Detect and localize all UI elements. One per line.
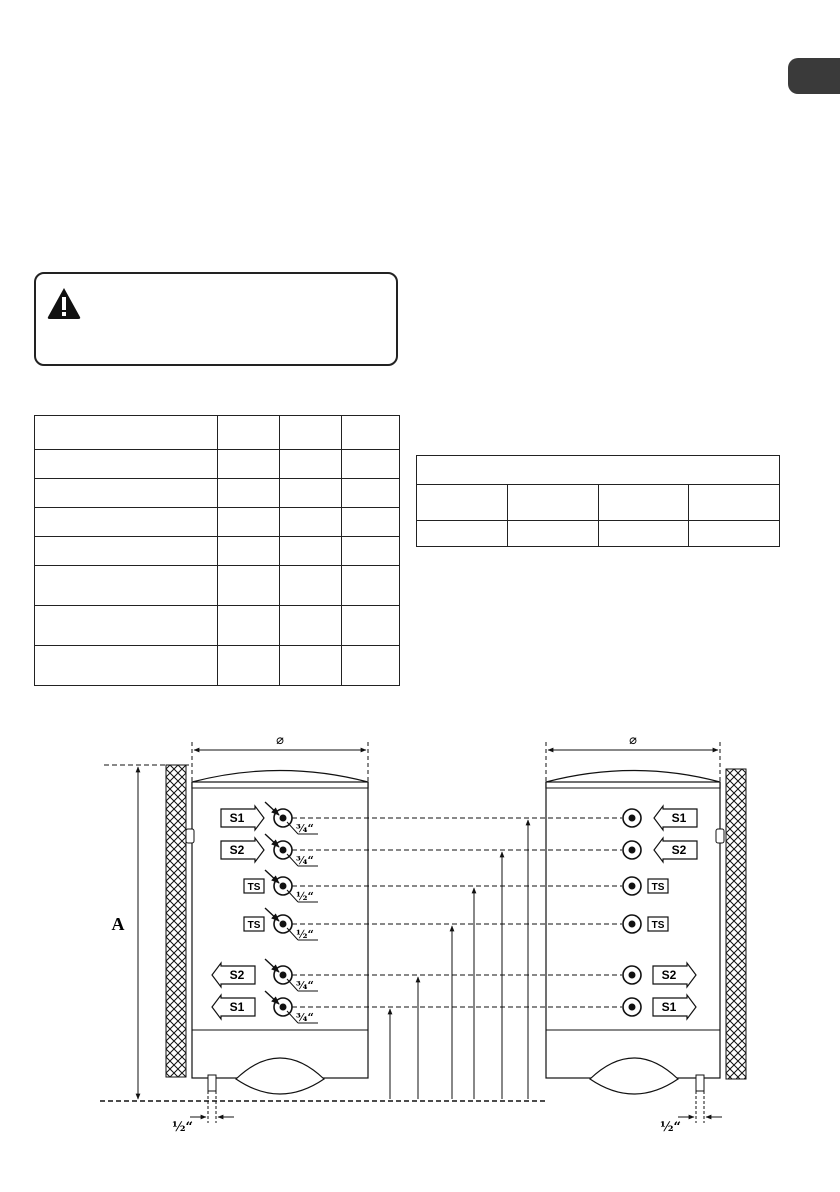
connection-label: S1 — [229, 1000, 245, 1014]
table-cell — [280, 508, 342, 537]
drain-size-right: ½“ — [660, 1120, 682, 1135]
right-connection-port-1 — [623, 809, 641, 827]
connection-label: S1 — [671, 811, 687, 825]
table-cell — [417, 485, 508, 521]
right-connection-port-3 — [623, 877, 641, 895]
table-cell — [35, 416, 218, 450]
table-cell — [35, 450, 218, 479]
right-connection-port-5 — [623, 966, 641, 984]
right-connection-port-6 — [623, 998, 641, 1016]
table-cell — [218, 479, 280, 508]
right-connection-port-4 — [623, 915, 641, 933]
left-connection-label-3 — [244, 879, 264, 893]
table-cell — [689, 521, 780, 547]
wall-left — [166, 765, 186, 1077]
warning-box — [34, 272, 398, 366]
table-cell — [342, 479, 400, 508]
connection-size: ¾“ — [296, 822, 314, 835]
table-cell — [280, 479, 342, 508]
right-connection-label-5 — [653, 963, 696, 987]
table-cell — [218, 606, 280, 646]
connection-size: ½“ — [296, 928, 314, 941]
height-label-a: A — [111, 914, 125, 934]
table-cell — [417, 521, 508, 547]
table-cell — [342, 508, 400, 537]
connection-size: ¾“ — [296, 1011, 314, 1024]
table-cell — [280, 606, 342, 646]
connection-label: S1 — [661, 1000, 677, 1014]
table-cell — [280, 450, 342, 479]
connection-size: ¾“ — [296, 854, 314, 867]
table-cell — [342, 416, 400, 450]
diameter-label-left: ⌀ — [276, 733, 284, 748]
connection-label: S2 — [671, 843, 687, 857]
table-cell — [342, 606, 400, 646]
connection-label: S2 — [229, 968, 245, 982]
left-connection-label-5 — [212, 963, 255, 987]
right-connection-port-2 — [623, 841, 641, 859]
table-header-cell — [417, 456, 780, 485]
table-cell — [507, 521, 598, 547]
spec-table-left — [34, 415, 400, 686]
table-cell — [218, 537, 280, 566]
connection-label: TS — [247, 882, 261, 893]
table-cell — [35, 479, 218, 508]
table-cell — [280, 537, 342, 566]
table-cell — [598, 521, 689, 547]
connection-label: S2 — [661, 968, 677, 982]
table-cell — [218, 566, 280, 606]
connection-label: S2 — [229, 843, 245, 857]
table-cell — [35, 646, 218, 686]
table-cell — [507, 485, 598, 521]
table-cell — [280, 566, 342, 606]
right-connection-label-1 — [654, 806, 697, 830]
connection-label: S1 — [229, 811, 245, 825]
left-connection-label-4 — [244, 917, 264, 931]
wall-right — [726, 769, 746, 1079]
warning-triangle-icon — [46, 286, 82, 320]
left-connection-label-2 — [221, 838, 264, 862]
table-cell — [218, 416, 280, 450]
table-cell — [218, 508, 280, 537]
table-cell — [218, 450, 280, 479]
table-cell — [35, 537, 218, 566]
connection-label: TS — [651, 882, 665, 893]
right-connection-label-6 — [653, 995, 696, 1019]
table-cell — [342, 450, 400, 479]
tank-connection-diagram — [90, 725, 750, 1135]
table-cell — [342, 646, 400, 686]
diameter-label-right: ⌀ — [629, 733, 637, 748]
right-connection-label-4 — [648, 917, 668, 931]
left-connection-label-1 — [221, 806, 264, 830]
table-cell — [342, 566, 400, 606]
table-cell — [218, 646, 280, 686]
table-cell — [280, 646, 342, 686]
connection-label: TS — [247, 920, 261, 931]
table-cell — [342, 537, 400, 566]
table-cell — [280, 416, 342, 450]
table-cell — [35, 566, 218, 606]
left-connection-label-6 — [212, 995, 255, 1019]
table-cell — [598, 485, 689, 521]
connection-size: ½“ — [296, 890, 314, 903]
table-cell — [35, 606, 218, 646]
table-cell — [35, 508, 218, 537]
right-connection-label-3 — [648, 879, 668, 893]
connection-label: TS — [651, 920, 665, 931]
drain-size-left: ½“ — [172, 1120, 194, 1135]
connection-size: ¾“ — [296, 979, 314, 992]
spec-table-right — [416, 455, 780, 547]
right-connection-label-2 — [654, 838, 697, 862]
language-tab — [788, 58, 840, 94]
table-cell — [689, 485, 780, 521]
